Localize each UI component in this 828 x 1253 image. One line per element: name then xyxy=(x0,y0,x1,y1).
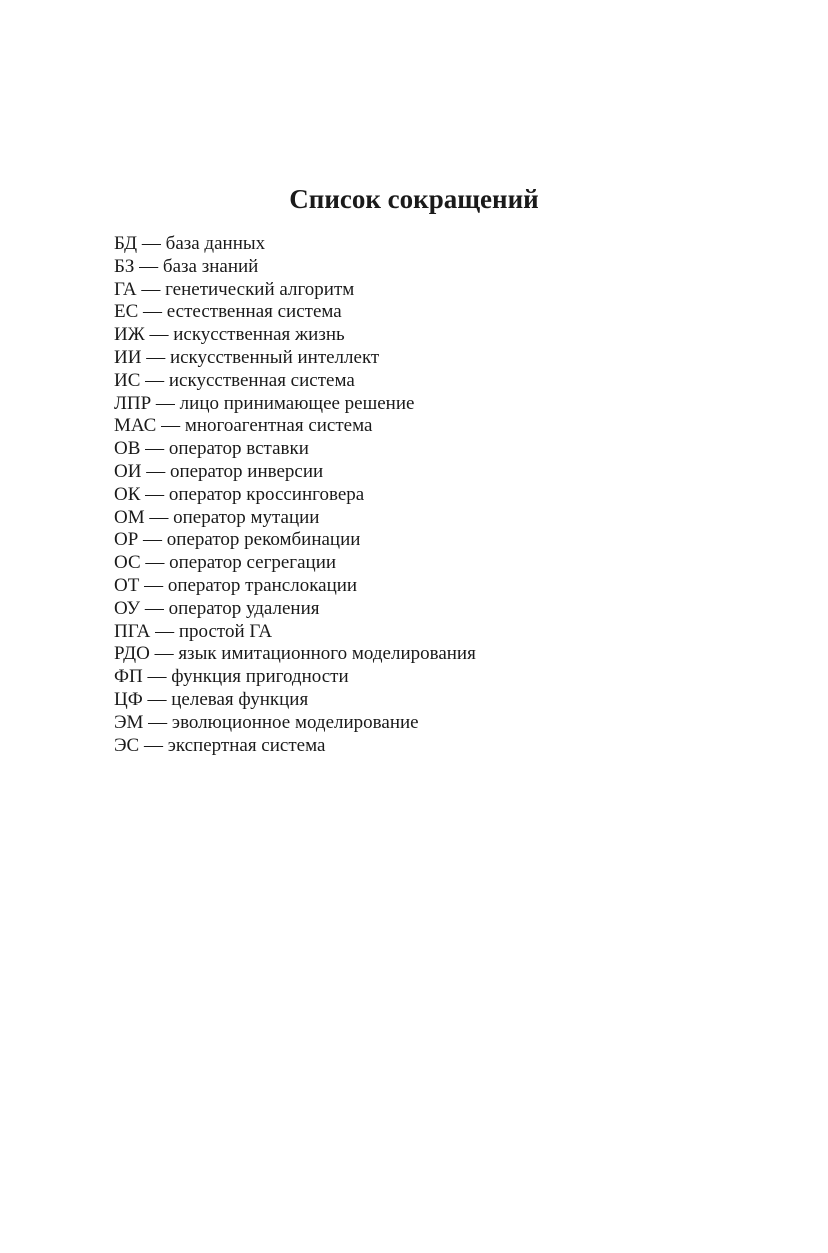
abbreviation-entry: БД — база данных xyxy=(114,233,266,254)
abbreviation-entry: ОУ — оператор удаления xyxy=(114,597,320,619)
abbreviation-entry: ЭМ — эволюционное моделирование xyxy=(114,711,419,733)
abbreviation-entry: ОМ — оператор мутации xyxy=(114,506,320,528)
abbreviation-list xyxy=(114,233,476,757)
abbreviation-entry: ЭС — экспертная система xyxy=(114,734,326,756)
abbreviation-entry: ЦФ — целевая функция xyxy=(114,688,309,710)
abbreviation-entry: ИС — искусственная система xyxy=(114,369,355,391)
abbreviation-entry: ПГА — простой ГА xyxy=(114,620,273,642)
abbreviation-entry: БЗ — база знаний xyxy=(114,255,259,277)
abbreviation-entry: ОИ — оператор инверсии xyxy=(114,460,324,482)
abbreviation-entry: ОВ — оператор вставки xyxy=(114,438,309,460)
abbreviation-entry: ИЖ — искусственная жизнь xyxy=(114,324,345,346)
abbreviation-entry: ОС — оператор сегрегации xyxy=(114,552,337,574)
abbreviation-entry: МАС — многоагентная система xyxy=(114,415,373,437)
abbreviation-entry: ОТ — оператор транслокации xyxy=(114,574,358,596)
abbreviation-entry: ЕС — естественная система xyxy=(114,301,342,323)
abbreviation-entry: РДО — язык имитационного моделирования xyxy=(114,643,476,665)
abbreviation-entry: ГА — генетический алгоритм xyxy=(114,278,355,300)
abbreviation-entry: ОР — оператор рекомбинации xyxy=(114,529,361,551)
abbreviation-entry: ЛПР — лицо принимающее решение xyxy=(114,392,415,414)
abbreviation-entry: ФП — функция пригодности xyxy=(114,666,349,688)
page-title: Список сокращений xyxy=(289,184,539,214)
abbreviation-entry: ИИ — искусственный интеллект xyxy=(114,346,380,368)
abbreviation-entry: ОК — оператор кроссинговера xyxy=(114,483,365,505)
